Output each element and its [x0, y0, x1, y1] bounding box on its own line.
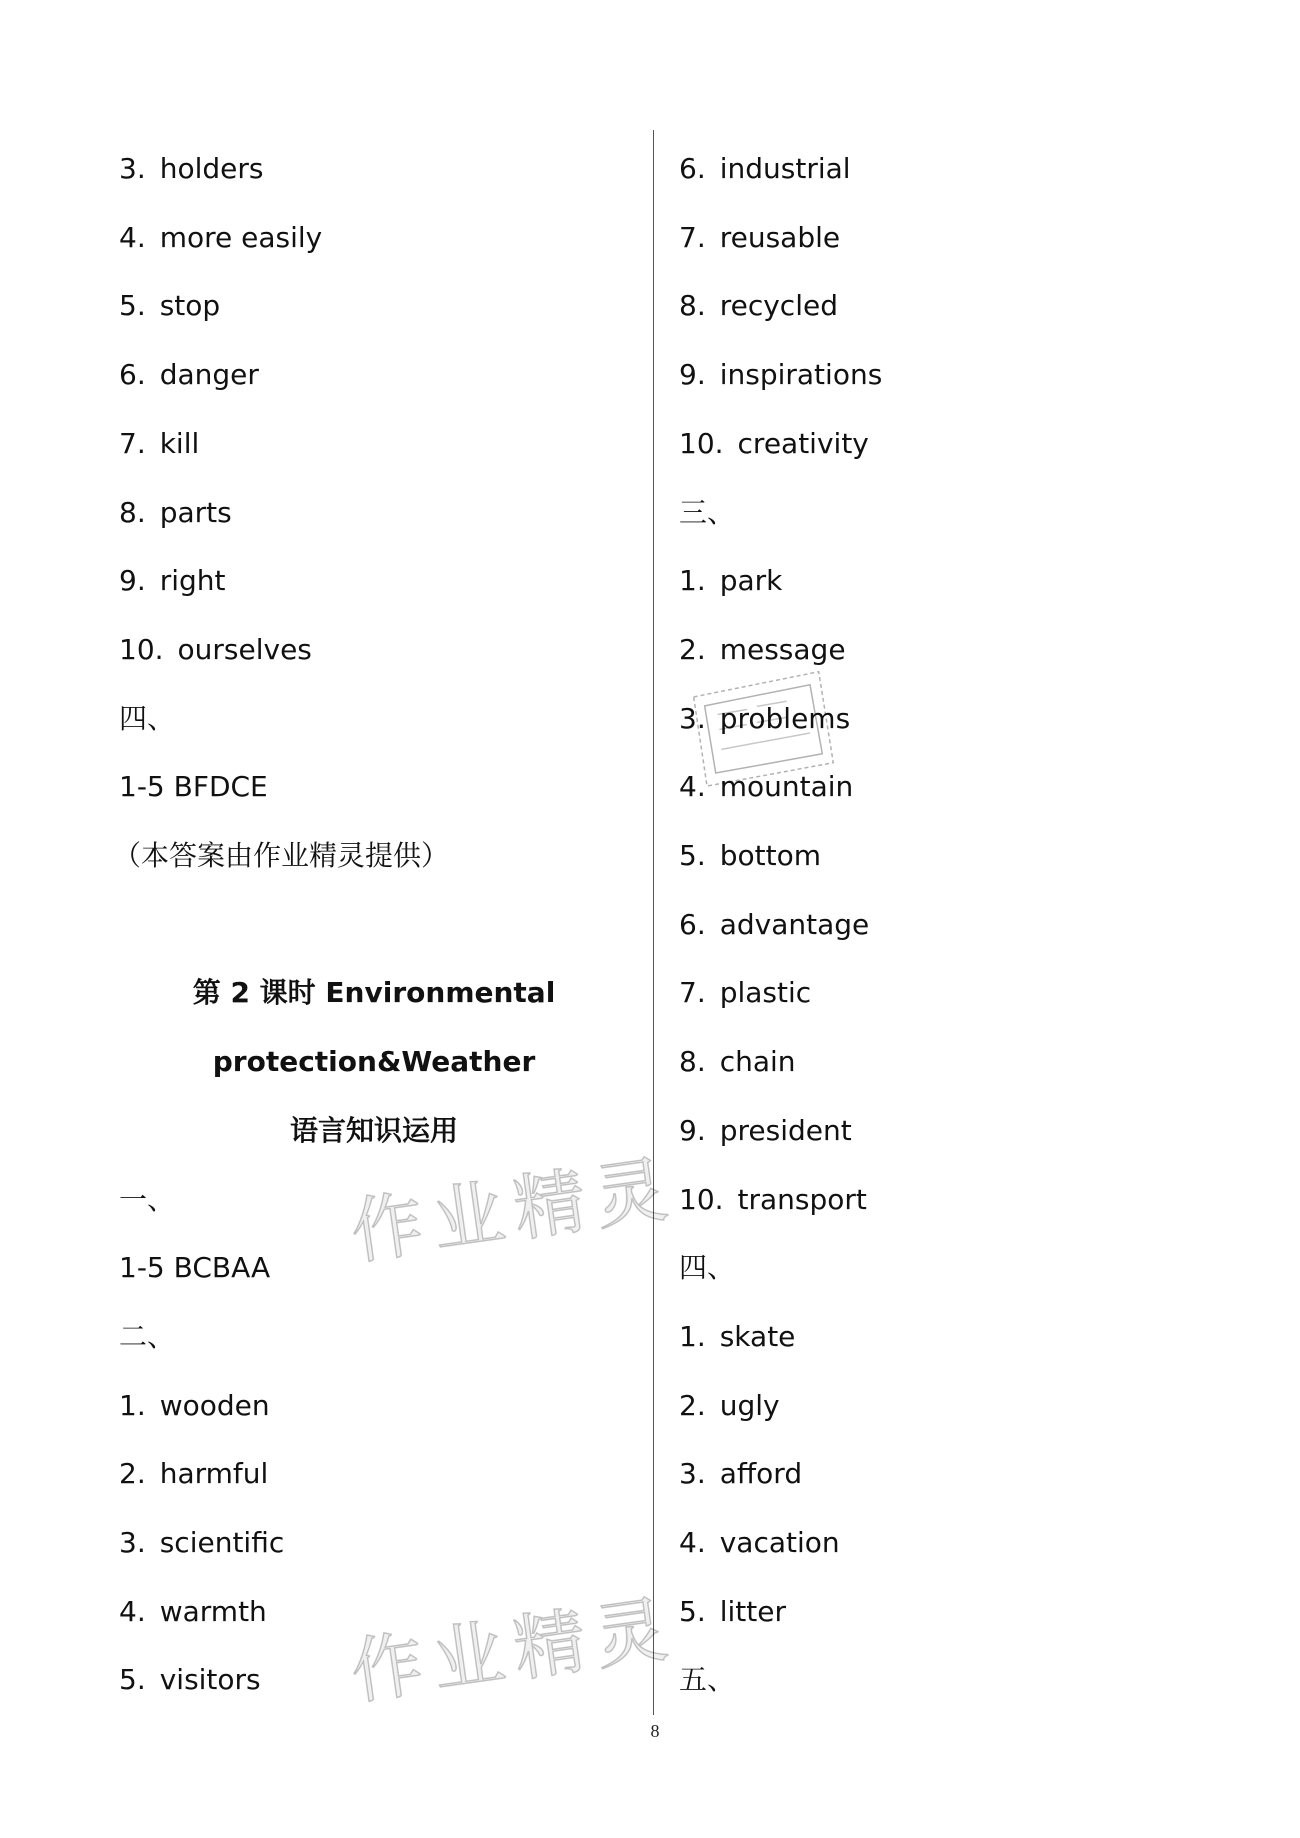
section-answer: 1-5 BFDCE [119, 770, 268, 803]
column-divider [653, 130, 654, 1715]
answer-item: 8. recycled [679, 289, 838, 322]
answer-item: 6. industrial [679, 152, 851, 185]
section-label: 四、 [119, 702, 176, 735]
answer-item: 5. stop [119, 289, 221, 322]
answer-item: 7. plastic [679, 976, 812, 1009]
answer-item: 4. mountain [679, 770, 854, 803]
section-label: 一、 [119, 1183, 176, 1216]
answer-item: 8. parts [119, 496, 232, 529]
answer-item: 8. chain [679, 1045, 796, 1078]
answer-item: 4. more easily [119, 221, 323, 254]
lesson-title: 第 2 课时 Environmental [192, 976, 556, 1009]
section-label: 五、 [679, 1663, 736, 1696]
section-label: 四、 [679, 1251, 736, 1284]
answer-item: 3. afford [679, 1457, 803, 1490]
watermark-text: 作业精灵 [345, 1145, 683, 1275]
answer-item: 4. vacation [679, 1526, 840, 1559]
answer-item: 3. holders [119, 152, 264, 185]
section-label: 二、 [119, 1320, 176, 1353]
answer-item: 10. transport [679, 1183, 867, 1216]
answer-item: 1. skate [679, 1320, 796, 1353]
answer-item: 7. kill [119, 427, 200, 460]
answer-item: 5. litter [679, 1595, 786, 1628]
answer-item: 9. right [119, 564, 226, 597]
answer-item: 4. warmth [119, 1595, 267, 1628]
answer-item: 1. wooden [119, 1389, 270, 1422]
page-number: 8 [650, 1721, 660, 1741]
answer-item: 10. creativity [679, 427, 869, 460]
answer-item: 9. president [679, 1114, 852, 1147]
watermark-stamp [690, 670, 835, 800]
answer-item: 7. reusable [679, 221, 841, 254]
section-answer: 1-5 BCBAA [119, 1251, 271, 1284]
watermark-text: 作业精灵 [345, 1585, 683, 1715]
answer-item: 6. advantage [679, 908, 870, 941]
answer-item: 3. scientific [119, 1526, 285, 1559]
answer-item: 1. park [679, 564, 783, 597]
answer-item: 10. ourselves [119, 633, 312, 666]
section-label: 三、 [679, 496, 736, 529]
answer-item: 5. bottom [679, 839, 821, 872]
answer-item: 9. inspirations [679, 358, 883, 391]
answer-item: 3. problems [679, 702, 851, 735]
answer-item: 2. message [679, 633, 846, 666]
answer-credit: （本答案由作业精灵提供） [113, 839, 450, 872]
answer-item: 6. danger [119, 358, 259, 391]
answer-item: 2. ugly [679, 1389, 780, 1422]
lesson-title-continued: protection&Weather [212, 1045, 536, 1078]
lesson-subtitle: 语言知识运用 [289, 1114, 458, 1147]
answer-item: 5. visitors [119, 1663, 261, 1696]
answer-item: 2. harmful [119, 1457, 269, 1490]
